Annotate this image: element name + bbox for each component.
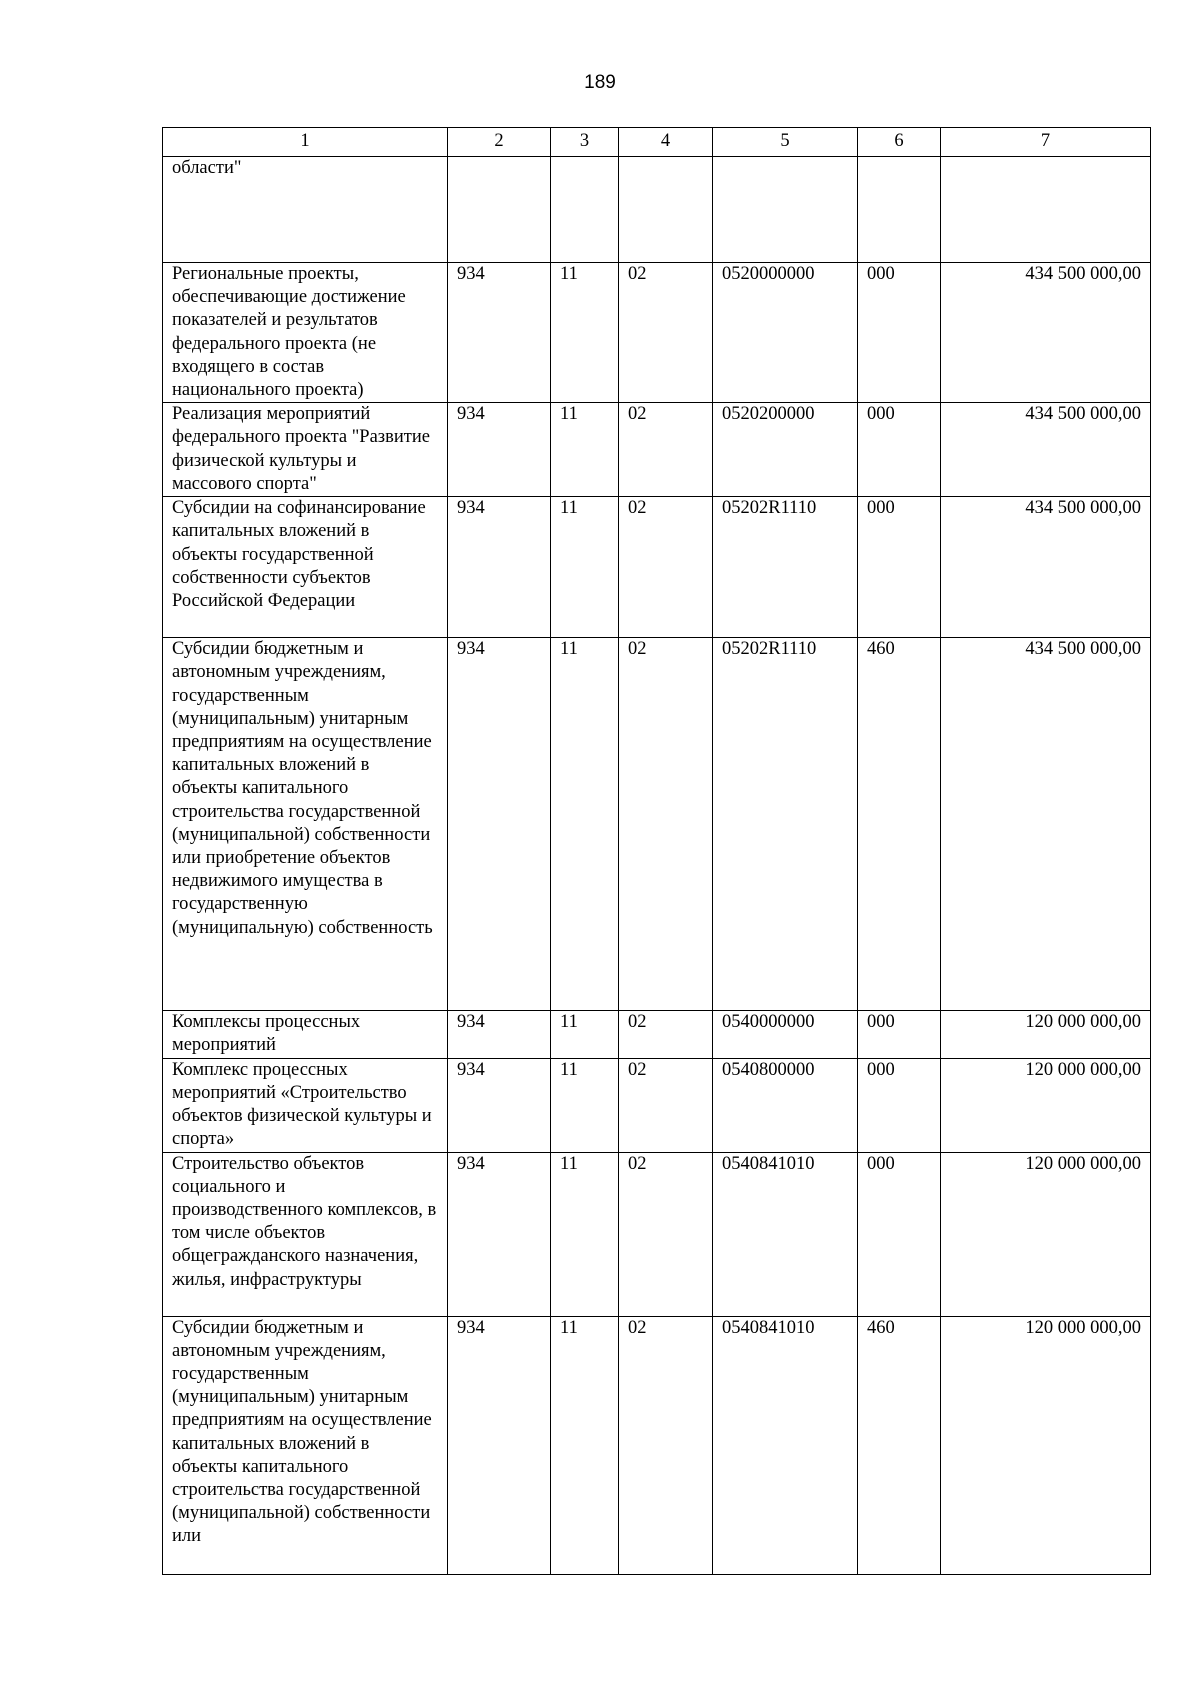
row-csr: 0540800000 xyxy=(713,1058,858,1152)
row-rz: 11 xyxy=(551,1152,619,1316)
row-amount: 120 000 000,00 xyxy=(941,1011,1151,1058)
row-pr: 02 xyxy=(619,1152,713,1316)
row-gr: 934 xyxy=(448,1058,551,1152)
row-rz: 11 xyxy=(551,1011,619,1058)
row-gr: 934 xyxy=(448,497,551,638)
column-header: 7 xyxy=(941,128,1151,157)
row-gr: 934 xyxy=(448,403,551,497)
column-header: 2 xyxy=(448,128,551,157)
row-csr: 0540000000 xyxy=(713,1011,858,1058)
row-name: Комплекс процессных мероприятий «Строительство объектов физической культуры и спорта» xyxy=(163,1058,448,1152)
row-pr: 02 xyxy=(619,403,713,497)
row-name: Субсидии на софинансирование капитальных вложений в объекты государственной собственности субъектов Российской Федерации xyxy=(163,497,448,638)
row-pr: 02 xyxy=(619,1316,713,1574)
row-csr: 0540841010 xyxy=(713,1316,858,1574)
row-pr xyxy=(619,157,713,263)
row-pr: 02 xyxy=(619,497,713,638)
row-vr: 460 xyxy=(858,1316,941,1574)
row-csr: 05202R1110 xyxy=(713,638,858,1011)
row-pr: 02 xyxy=(619,1011,713,1058)
row-name: Строительство объектов социального и производственного комплексов, в том числе объектов общегражданского назначения, жилья, инфраструктуры xyxy=(163,1152,448,1316)
row-csr xyxy=(713,157,858,263)
row-amount: 120 000 000,00 xyxy=(941,1316,1151,1574)
row-amount: 434 500 000,00 xyxy=(941,638,1151,1011)
column-header: 1 xyxy=(163,128,448,157)
row-vr: 460 xyxy=(858,638,941,1011)
row-rz: 11 xyxy=(551,497,619,638)
row-rz: 11 xyxy=(551,638,619,1011)
budget-table xyxy=(162,127,1151,1575)
row-rz: 11 xyxy=(551,263,619,403)
row-name: Комплексы процессных мероприятий xyxy=(163,1011,448,1058)
column-header: 3 xyxy=(551,128,619,157)
table-row xyxy=(163,403,1151,497)
row-pr: 02 xyxy=(619,1058,713,1152)
row-name: Субсидии бюджетным и автономным учреждениям, государственным (муниципальным) унитарным предприятиям на осуществление капитальных вложений в объекты капитального строительства государственной (муниципальной) собственности или приобретение объектов недвижимого имущества в государственную (муниципальную) собственность xyxy=(163,638,448,1011)
row-name: Реализация мероприятий федерального проекта "Развитие физической культуры и массового спорта" xyxy=(163,403,448,497)
row-amount: 120 000 000,00 xyxy=(941,1058,1151,1152)
row-pr: 02 xyxy=(619,638,713,1011)
page-number: 189 xyxy=(584,72,616,93)
row-gr: 934 xyxy=(448,1152,551,1316)
row-vr: 000 xyxy=(858,1152,941,1316)
row-name: Субсидии бюджетным и автономным учреждениям, государственным (муниципальным) унитарным предприятиям на осуществление капитальных вложений в объекты капитального строительства государственной (муниципальной) собственности или xyxy=(163,1316,448,1574)
row-vr: 000 xyxy=(858,1011,941,1058)
column-header: 4 xyxy=(619,128,713,157)
table-header-row xyxy=(163,128,1151,157)
row-gr: 934 xyxy=(448,263,551,403)
row-vr: 000 xyxy=(858,403,941,497)
row-csr: 05202R1110 xyxy=(713,497,858,638)
row-amount xyxy=(941,157,1151,263)
table-row xyxy=(163,497,1151,638)
table-row xyxy=(163,157,1151,263)
row-vr: 000 xyxy=(858,263,941,403)
row-csr: 0520000000 xyxy=(713,263,858,403)
table-row xyxy=(163,1011,1151,1058)
row-vr: 000 xyxy=(858,1058,941,1152)
column-header: 6 xyxy=(858,128,941,157)
row-name: области" xyxy=(163,157,448,263)
row-amount: 120 000 000,00 xyxy=(941,1152,1151,1316)
row-gr: 934 xyxy=(448,1011,551,1058)
row-rz: 11 xyxy=(551,1316,619,1574)
row-csr: 0520200000 xyxy=(713,403,858,497)
row-rz: 11 xyxy=(551,403,619,497)
row-gr: 934 xyxy=(448,638,551,1011)
table-row xyxy=(163,263,1151,403)
row-amount: 434 500 000,00 xyxy=(941,497,1151,638)
row-pr: 02 xyxy=(619,263,713,403)
table-row xyxy=(163,1152,1151,1316)
column-header: 5 xyxy=(713,128,858,157)
table-row xyxy=(163,1058,1151,1152)
row-vr: 000 xyxy=(858,497,941,638)
row-rz: 11 xyxy=(551,1058,619,1152)
row-gr xyxy=(448,157,551,263)
row-amount: 434 500 000,00 xyxy=(941,403,1151,497)
row-amount: 434 500 000,00 xyxy=(941,263,1151,403)
row-name: Региональные проекты, обеспечивающие достижение показателей и результатов федерального проекта (не входящего в состав национального проекта) xyxy=(163,263,448,403)
row-vr xyxy=(858,157,941,263)
table-row xyxy=(163,638,1151,1011)
row-rz xyxy=(551,157,619,263)
table-row xyxy=(163,1316,1151,1574)
row-gr: 934 xyxy=(448,1316,551,1574)
row-csr: 0540841010 xyxy=(713,1152,858,1316)
